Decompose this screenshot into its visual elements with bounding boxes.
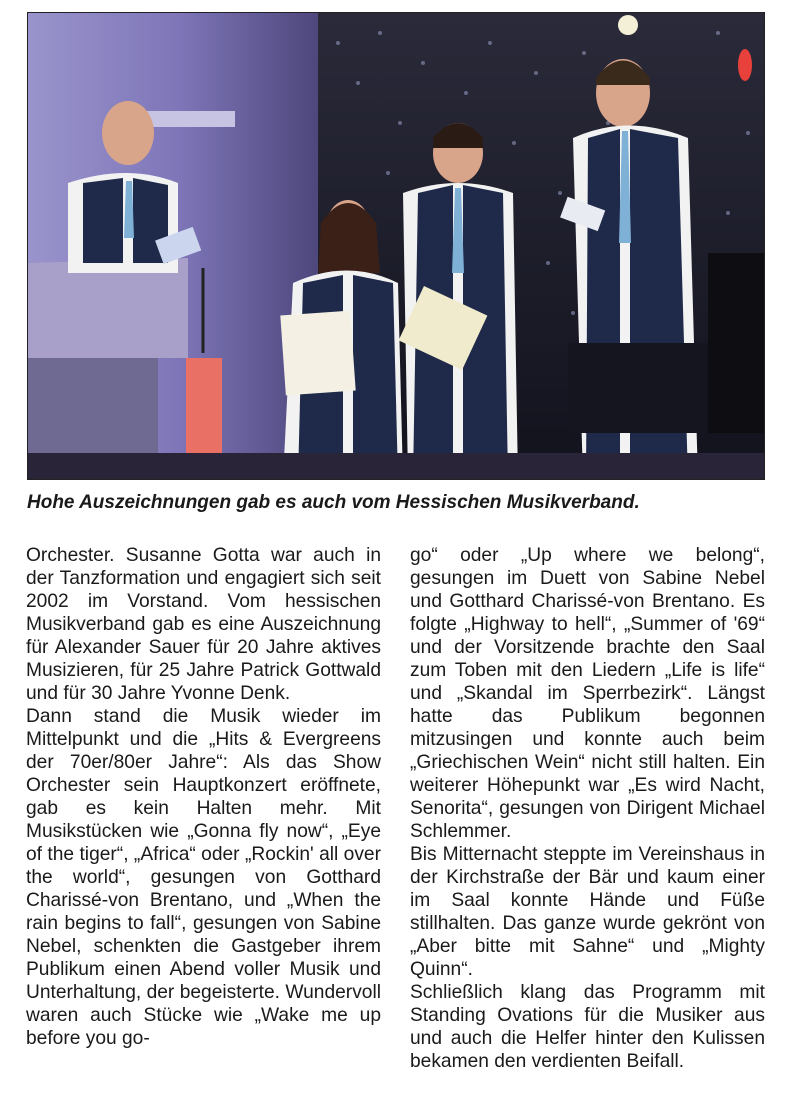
paragraph: Bis Mitternacht steppte im Vereinshaus in der Kirchstraße der Bär und kaum einer im Saal konnte Hände und Füße stillhalten. Das ganze wurde gekrönt von „Aber bitte mit Sahne“ und „Mighty Quinn“.	[410, 844, 765, 980]
article-column-left	[26, 544, 381, 1050]
stage-equipment	[568, 343, 708, 433]
music-stand	[708, 253, 764, 433]
photo-caption: Hohe Auszeichnungen gab es auch vom Hessischen Musikverband.	[27, 492, 640, 513]
article-photo	[27, 12, 765, 480]
paragraph: Orchester. Susanne Gotta war auch in der Tanzformation und engagiert sich seit 2002 im Vorstand. Vom hessischen Musikverband gab es eine Auszeichnung für Alexander Sauer für 20 Jahre aktives Musizieren, für 25 Jahre Patrick Gottwald und für 30 Jahre Yvonne Denk.	[26, 545, 381, 704]
award-ceremony-illustration	[28, 13, 764, 479]
article-column-right	[410, 544, 765, 1073]
stage-light-red	[738, 49, 752, 81]
paragraph: Schließlich klang das Programm mit Standing Ovations für die Musiker aus und auch die Helfer hinter den Kulissen bekamen den verdienten Beifall.	[410, 982, 765, 1072]
paragraph: Dann stand die Musik wieder im Mittelpunkt und die „Hits & Evergreens der 70er/80er Jahre“: Als das Show Orchester sein Hauptkonzert eröffnete, gab es kein Halten mehr. Mit Musikstücken wie „Gonna fly now“, „Eye of the tiger“, „Africa“ oder „Rockin' all over the world“, gesungen von Gotthard Charissé-von Brentano, und „When the rain begins to fall“, gesungen von Sabine Nebel, schenkten die Gastgeber ihrem Publikum einen Abend voller Musik und Unterhaltung, der begeisterte. Wundervoll waren auch Stücke wie „Wake me up before you go-	[26, 706, 381, 1049]
paragraph: go“ oder „Up where we belong“, gesungen im Duett von Sabine Nebel und Gotthard Charissé-von Brentano. Es folgte „Highway to hell“, „Summer of '69“ und der Vorsitzende brachte den Saal zum Toben mit den Liedern „Life is life“ und „Skandal im Sperrbezirk“. Längst hatte das Publikum begonnen mitzusingen und konnte auch beim „Griechischen Wein“ nicht still halten. Ein weiterer Höhepunkt war „Es wird Nacht, Senorita“, gesungen von Dirigent Michael Schlemmer.	[410, 545, 765, 842]
stage-light	[618, 15, 638, 35]
wall-lamp	[143, 111, 235, 127]
stage-floor	[28, 453, 764, 479]
